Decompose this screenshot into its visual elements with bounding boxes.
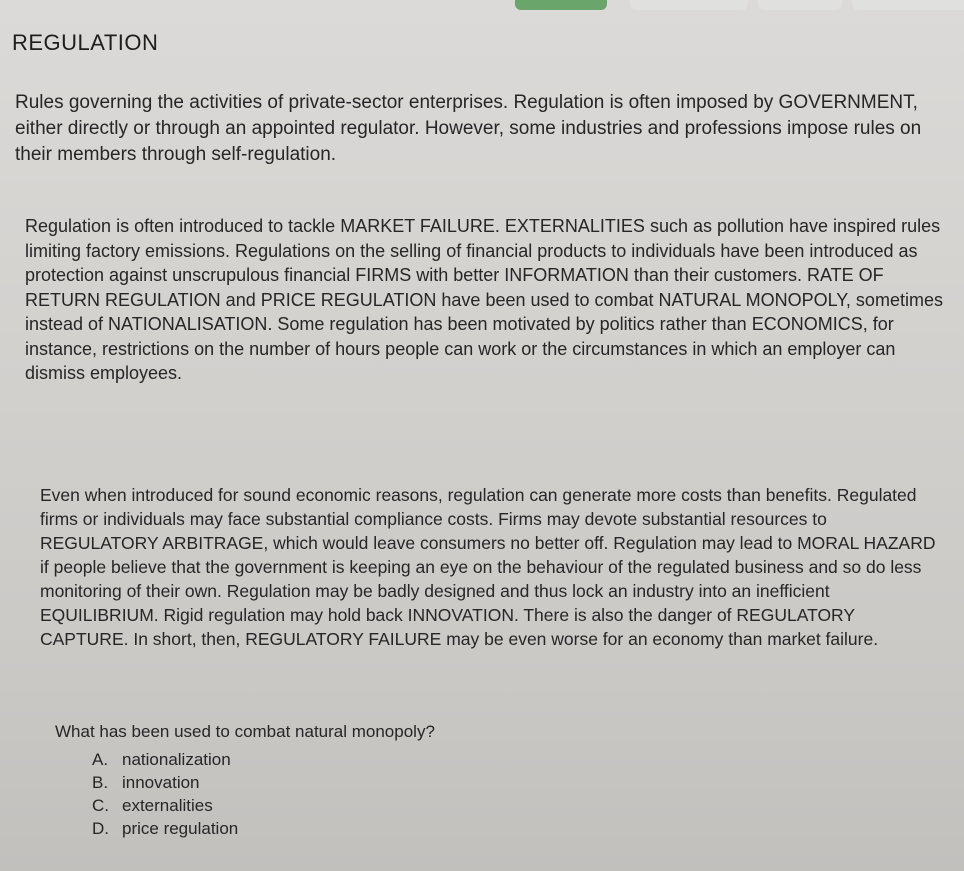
option-c[interactable] <box>92 794 238 817</box>
paragraph-costs: Even when introduced for sound economic reasons, regulation can generate more costs than benefits. Regulated firms or individuals may face substantial compliance costs. Firms may devote substantial resources to REGULATORY ARBITRAGE, which would leave consumers no better off. Regulation may lead to MORAL HAZARD if people believe that the government is keeping an eye on the behaviour of the regulated business and so do less monitoring of their own. Regulation may be badly designed and thus lock an industry into an inefficient EQUILIBRIUM. Rigid regulation may hold back INNOVATION. There is also the danger of REGULATORY CAPTURE. In short, then, REGULATORY FAILURE may be even worse for an economy than market failure. <box>40 485 936 649</box>
option-d[interactable] <box>92 817 238 840</box>
paragraph-market-failure: Regulation is often introduced to tackle MARKET FAILURE. EXTERNALITIES such as pollution have inspired rules limiting factory emissions. Regulations on the selling of financial products to individuals have been introduced as protection against unscrupulous financial FIRMS with better INFORMATION than their customers. RATE OF RETURN REGULATION and PRICE REGULATION have been used to combat NATURAL MONOPOLY, sometimes instead of NATIONALISATION. Some regulation has been motivated by politics rather than ECONOMICS, for instance, restrictions on the number of hours people can work or the circumstances in which an employer can dismiss employees. <box>25 216 943 383</box>
option-letter: D. <box>92 819 109 838</box>
option-letter: B. <box>92 773 109 792</box>
option-a[interactable] <box>92 748 238 771</box>
option-text: externalities <box>122 796 213 815</box>
option-b[interactable] <box>92 771 238 794</box>
option-text: nationalization <box>122 750 231 769</box>
question-text: What has been used to combat natural monopoly? <box>55 722 435 741</box>
option-letter: C. <box>92 796 109 815</box>
answer-options <box>92 748 238 840</box>
option-text: price regulation <box>122 819 239 838</box>
option-letter: A. <box>92 750 109 769</box>
option-text: innovation <box>122 773 200 792</box>
paragraph-definition: Rules governing the activities of private-sector enterprises. Regulation is often imposed by GOVERNMENT, either directly or through an appointed regulator. However, some industries and professions impose rules on their members through self-regulation. <box>15 92 922 165</box>
page-title: REGULATION <box>12 30 159 55</box>
